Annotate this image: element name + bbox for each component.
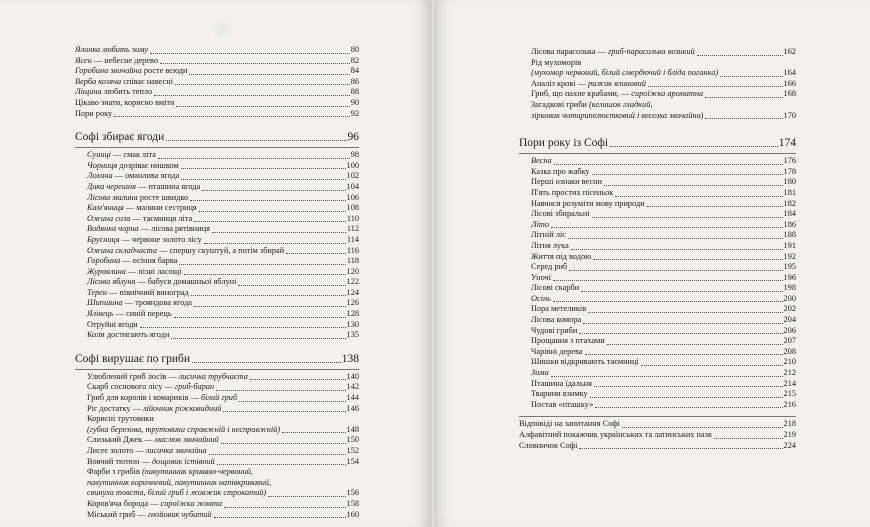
entry-title: Лисеє золото — лисичка звичайна bbox=[87, 446, 207, 455]
entry-title: Відповіді на запитання Софі bbox=[519, 419, 620, 429]
entry-title: Лохина — оманлива ягода bbox=[87, 171, 180, 181]
entry-title: (губка березова, трутовики справжній і несправжній) bbox=[87, 424, 281, 434]
page-number: 146 bbox=[346, 403, 359, 413]
page-number: 140 bbox=[346, 371, 359, 381]
toc-entry-end[interactable] bbox=[519, 68, 796, 79]
dot-leader bbox=[181, 168, 346, 169]
page-number: 126 bbox=[346, 298, 359, 308]
entry-continuation: павутинник коричневий, павутинник напівкривавий, bbox=[87, 477, 272, 487]
page-number: 142 bbox=[346, 382, 359, 392]
dot-leader bbox=[158, 158, 350, 159]
dot-leader bbox=[604, 185, 783, 186]
page-number: 108 bbox=[346, 203, 359, 213]
dot-leader bbox=[223, 411, 345, 412]
toc-entry[interactable] bbox=[75, 510, 359, 521]
dot-leader bbox=[282, 432, 345, 433]
page-number: 192 bbox=[783, 251, 796, 261]
toc-entry[interactable] bbox=[75, 288, 359, 299]
dot-leader bbox=[610, 146, 778, 147]
dot-leader bbox=[568, 238, 783, 239]
dot-leader bbox=[224, 507, 345, 508]
dot-leader bbox=[551, 376, 783, 377]
toc-entry[interactable] bbox=[519, 304, 796, 315]
dot-leader bbox=[209, 454, 346, 455]
dot-leader bbox=[189, 74, 349, 75]
page-number: 124 bbox=[346, 287, 359, 297]
entry-title: Софі вирушає по гриби bbox=[75, 352, 191, 365]
toc-entry[interactable] bbox=[75, 267, 359, 278]
entry-title: Скарб соснового лісу — гриб-баран bbox=[87, 382, 215, 392]
page-number: 195 bbox=[783, 262, 796, 272]
toc-entry[interactable] bbox=[519, 441, 796, 452]
toc-entry[interactable] bbox=[75, 404, 359, 415]
entry-title: Горобина звичайна росте всюди bbox=[75, 66, 188, 76]
dot-leader bbox=[697, 55, 783, 56]
section-heading[interactable] bbox=[75, 353, 359, 366]
page-number: 178 bbox=[783, 166, 796, 176]
page-number: 166 bbox=[783, 78, 796, 88]
toc-entry[interactable] bbox=[75, 98, 359, 109]
toc-entry[interactable] bbox=[519, 230, 796, 241]
toc-entry[interactable] bbox=[75, 382, 359, 393]
entry-title: Ожина складчаста — спершу скуштуй, а потім збирай bbox=[87, 245, 285, 255]
page-number: 208 bbox=[783, 346, 796, 356]
page-number: 186 bbox=[783, 219, 796, 229]
entry-title: Міський гриб — гнойовик чубатий bbox=[87, 509, 212, 519]
entry-title: Чарівні дерева bbox=[531, 346, 583, 356]
entry-title: Уночі bbox=[531, 272, 551, 282]
dot-leader bbox=[212, 232, 346, 233]
toc-entry[interactable] bbox=[75, 457, 359, 468]
entry-title: Пори року bbox=[75, 108, 113, 118]
dot-leader bbox=[191, 295, 346, 296]
dot-leader bbox=[553, 301, 783, 302]
page-number: 182 bbox=[783, 198, 796, 208]
entry-title: Аналіз крові — рижик ялиновий bbox=[531, 78, 646, 88]
dot-leader bbox=[154, 95, 349, 96]
dot-leader bbox=[592, 217, 783, 218]
entry-title: Лісова парасолька — гриб-парасолька великий bbox=[531, 47, 695, 56]
toc-entry[interactable] bbox=[519, 368, 796, 379]
toc-entry[interactable] bbox=[519, 430, 796, 441]
dot-leader bbox=[583, 323, 782, 324]
toc-entry[interactable] bbox=[519, 252, 796, 263]
dot-leader bbox=[585, 354, 783, 355]
dot-leader bbox=[554, 164, 783, 165]
dot-leader bbox=[648, 86, 783, 87]
entry-title: Горобина — осіння барва bbox=[87, 256, 178, 266]
toc-entry[interactable] bbox=[75, 77, 359, 88]
entry-title: Ріг достатку — лійочник ріжковидний bbox=[87, 403, 222, 413]
page-number: 100 bbox=[346, 160, 359, 170]
page-number: 164 bbox=[783, 68, 796, 78]
toc-entry[interactable] bbox=[519, 177, 796, 188]
toc-entry[interactable] bbox=[75, 256, 359, 267]
dot-leader bbox=[239, 401, 345, 402]
toc-entry[interactable] bbox=[519, 294, 796, 305]
entry-title: Гриб для королів і комариків — білий гриб bbox=[87, 393, 238, 403]
toc-entry[interactable] bbox=[75, 372, 359, 383]
dot-leader bbox=[204, 243, 346, 244]
page-number: 152 bbox=[346, 446, 359, 455]
page-number: 135 bbox=[346, 330, 359, 340]
page-number: 224 bbox=[783, 440, 796, 450]
entry-title: Ліщина любить тепло bbox=[75, 87, 153, 97]
page-number: 88 bbox=[350, 87, 359, 97]
entry-title: Казка про жабку bbox=[531, 166, 590, 176]
entry-title: Ялівець — синій перець bbox=[87, 309, 172, 319]
toc-entry[interactable] bbox=[75, 277, 359, 288]
dot-leader bbox=[594, 386, 783, 387]
page-number: 180 bbox=[783, 177, 796, 187]
page-number: 156 bbox=[346, 488, 359, 498]
toc-entry[interactable] bbox=[75, 150, 359, 161]
dot-leader bbox=[615, 196, 782, 197]
entry-title: Гриб, що пахне крабами, — сироїжка ароматна bbox=[531, 89, 704, 99]
toc-entry[interactable] bbox=[75, 193, 359, 204]
toc-entry[interactable] bbox=[75, 499, 359, 510]
toc-entry[interactable] bbox=[75, 171, 359, 182]
page-number: 214 bbox=[783, 378, 796, 388]
dot-leader bbox=[579, 333, 782, 334]
entry-title: Весна bbox=[531, 156, 552, 166]
entry-title: Словничок Софі bbox=[519, 440, 578, 450]
page-number: 210 bbox=[783, 357, 796, 367]
page-number: 98 bbox=[350, 150, 359, 160]
dot-leader bbox=[581, 291, 782, 292]
entry-title: Чудові гриби bbox=[531, 325, 578, 335]
entry-title: Журавлина — пізні ласощі bbox=[87, 266, 182, 276]
page-number: 176 bbox=[783, 156, 796, 166]
toc-entry[interactable] bbox=[519, 262, 796, 273]
entry-title: Літня лука bbox=[531, 240, 569, 250]
page-number: 188 bbox=[783, 230, 796, 240]
section-rule bbox=[75, 369, 359, 370]
toc-entry-end[interactable] bbox=[519, 111, 796, 122]
entry-title: Лісова яблуня — бабуся домашньої яблуні bbox=[87, 277, 237, 287]
page-number: 202 bbox=[783, 304, 796, 314]
dot-leader bbox=[214, 517, 346, 518]
page-number: 116 bbox=[346, 245, 359, 255]
toc-entry[interactable] bbox=[75, 87, 359, 98]
entry-title: Дика черешня — пташина ягода bbox=[87, 181, 201, 191]
page-number: 168 bbox=[783, 89, 796, 99]
entry-title: Літній ліс bbox=[531, 230, 566, 240]
toc-entry[interactable] bbox=[75, 161, 359, 172]
toc-entry[interactable] bbox=[519, 241, 796, 252]
dot-leader bbox=[553, 280, 783, 281]
toc-entry[interactable] bbox=[519, 357, 796, 368]
toc-entry[interactable]: Фарби з грибів (павутинник криваво-червоний, bbox=[87, 467, 253, 477]
page-number: 200 bbox=[783, 293, 796, 303]
entry-title: Чорниця дозріває нишком bbox=[87, 160, 179, 170]
page-number: 84 bbox=[350, 66, 359, 76]
toc-entry[interactable] bbox=[519, 79, 796, 90]
entry-title: Слизький Джек — маслюк звичайний bbox=[87, 435, 219, 445]
toc-entry[interactable] bbox=[519, 336, 796, 347]
entry-title: Навчися розуміти мову природи bbox=[531, 198, 645, 208]
dot-leader bbox=[184, 274, 346, 275]
toc-entry[interactable] bbox=[75, 393, 359, 404]
page-number: 215 bbox=[783, 389, 796, 399]
entry-title: Ялинка любить зиму bbox=[75, 45, 149, 54]
entry-title: Постав «пташку» bbox=[531, 399, 594, 409]
toc-entry[interactable] bbox=[519, 209, 796, 220]
dot-leader bbox=[622, 427, 783, 428]
dot-leader bbox=[221, 443, 346, 444]
dot-leader bbox=[181, 179, 345, 180]
toc-entry[interactable] bbox=[75, 298, 359, 309]
entry-title: Брусниця — червоне золото лісу bbox=[87, 234, 202, 244]
toc-entry[interactable] bbox=[519, 89, 796, 100]
toc-entry[interactable] bbox=[75, 435, 359, 446]
dot-leader bbox=[194, 221, 346, 222]
page-number: 106 bbox=[346, 192, 359, 202]
entry-title: Суниці — смак літа bbox=[87, 150, 156, 160]
page-number: 130 bbox=[346, 319, 359, 329]
dot-leader bbox=[590, 397, 783, 398]
entry-title: Літо bbox=[531, 219, 550, 229]
page-number: 162 bbox=[783, 47, 796, 56]
right-page bbox=[434, 0, 870, 527]
page-number: 212 bbox=[783, 368, 796, 378]
page-number: 144 bbox=[346, 393, 359, 403]
entry-title: Софі збирає ягоди bbox=[75, 131, 165, 144]
toc-entry[interactable] bbox=[75, 45, 359, 56]
left-page bbox=[0, 0, 432, 527]
entry-title: Терен — північний виноград bbox=[87, 287, 189, 297]
toc-entry[interactable] bbox=[75, 203, 359, 214]
page-number: 122 bbox=[346, 277, 359, 287]
entry-title: Життя під водою bbox=[531, 251, 592, 261]
entry-title: Водянка чорна — лісова рятівниця bbox=[87, 224, 210, 234]
toc-entry[interactable] bbox=[75, 446, 359, 457]
dot-leader bbox=[238, 285, 345, 286]
section-heading[interactable] bbox=[519, 137, 796, 150]
toc-entry[interactable] bbox=[75, 246, 359, 257]
entry-title: Лісові збиральні bbox=[531, 209, 590, 219]
page-number: 104 bbox=[346, 181, 359, 191]
entry-title: Ясен — небесне дерево bbox=[75, 55, 159, 65]
dot-leader bbox=[705, 118, 782, 119]
page-number: 128 bbox=[346, 309, 359, 319]
entry-title: Пташина їдальня bbox=[531, 378, 592, 388]
entry-title: Лісова комора bbox=[531, 315, 582, 325]
toc-entry[interactable] bbox=[519, 389, 796, 400]
left-toc-column bbox=[75, 45, 359, 520]
toc-entry[interactable] bbox=[519, 419, 796, 430]
page-number: 82 bbox=[350, 55, 359, 65]
dot-leader bbox=[190, 200, 345, 201]
entry-title: Тварини взимку bbox=[531, 389, 588, 399]
toc-entry[interactable]: Загадкові гриби (келишок гладкий, bbox=[531, 99, 653, 109]
toc-entry[interactable] bbox=[519, 400, 796, 411]
entry-title: Коров'яча борода — сироїжка жовта bbox=[87, 498, 223, 508]
toc-entry[interactable] bbox=[519, 326, 796, 337]
page-number: 110 bbox=[346, 213, 359, 223]
toc-entry[interactable] bbox=[519, 167, 796, 178]
dot-leader bbox=[595, 407, 782, 408]
entry-title: Пори року із Софі bbox=[519, 137, 609, 150]
dot-leader bbox=[551, 227, 782, 228]
entry-title: Серед риб bbox=[531, 262, 568, 272]
dot-leader bbox=[179, 264, 346, 265]
toc-entry[interactable] bbox=[519, 47, 796, 58]
page-number: 206 bbox=[783, 325, 796, 335]
page-number: 204 bbox=[783, 315, 796, 325]
entry-title: Лісові скарби bbox=[531, 283, 580, 293]
dot-leader bbox=[175, 84, 350, 85]
dot-leader bbox=[216, 390, 345, 391]
toc-entry[interactable] bbox=[75, 309, 359, 320]
dot-leader bbox=[160, 63, 350, 64]
page-number: 154 bbox=[346, 456, 359, 466]
toc-entry[interactable]: Корисні трутовики bbox=[87, 414, 154, 424]
dot-leader bbox=[569, 270, 782, 271]
toc-entry[interactable] bbox=[519, 315, 796, 326]
entry-title: Осінь bbox=[531, 293, 551, 303]
entry-title: зірковик чотирипелюстковий і веселка звичайна) bbox=[531, 110, 704, 120]
dot-leader bbox=[174, 317, 346, 318]
page-number: 181 bbox=[783, 187, 796, 197]
page-number: 218 bbox=[783, 419, 796, 429]
section-rule bbox=[519, 153, 796, 154]
toc-entry[interactable] bbox=[519, 273, 796, 284]
entry-title: (мухомор червоний, білий смердючий і блідa поганка) bbox=[531, 68, 719, 78]
page-number: 80 bbox=[350, 45, 359, 54]
entry-title: Шипшина — трояндова ягода bbox=[87, 298, 192, 308]
toc-entry[interactable] bbox=[75, 330, 359, 341]
dot-leader bbox=[641, 365, 783, 366]
page-number: 118 bbox=[346, 256, 359, 266]
page-number: 138 bbox=[341, 352, 359, 365]
entry-title: Улюблений гриб лосів — лисичка трубчаста bbox=[87, 371, 248, 381]
entry-title: Лісова малина росте швидко bbox=[87, 192, 189, 202]
toc-entry[interactable] bbox=[519, 156, 796, 167]
page-number: 96 bbox=[347, 131, 359, 144]
toc-entry[interactable] bbox=[75, 214, 359, 225]
page-number: 216 bbox=[783, 399, 796, 409]
page-number: 114 bbox=[346, 234, 359, 244]
dot-leader bbox=[579, 448, 782, 449]
dot-leader bbox=[286, 253, 346, 254]
dot-leader bbox=[250, 379, 346, 380]
toc-entry[interactable] bbox=[75, 320, 359, 331]
page-number: 150 bbox=[346, 435, 359, 445]
entry-title: Кам'яниця — малини сестриця bbox=[87, 203, 197, 213]
section-rule bbox=[75, 147, 359, 148]
page-number: 219 bbox=[783, 430, 796, 439]
toc-entry[interactable] bbox=[519, 188, 796, 199]
toc-entry[interactable] bbox=[519, 283, 796, 294]
page-number: 120 bbox=[346, 266, 359, 276]
dot-leader bbox=[593, 259, 782, 260]
toc-entry[interactable] bbox=[75, 109, 359, 120]
entry-title: Пора метеликів bbox=[531, 304, 587, 314]
page-number: 207 bbox=[783, 336, 796, 346]
page-number: 102 bbox=[346, 171, 359, 181]
dot-leader bbox=[140, 327, 346, 328]
dot-leader bbox=[217, 464, 346, 465]
page-smudge bbox=[212, 15, 234, 43]
page-number: 92 bbox=[350, 108, 359, 118]
toc-entry[interactable] bbox=[75, 182, 359, 193]
section-heading[interactable] bbox=[75, 131, 359, 144]
page-number: 174 bbox=[778, 137, 796, 150]
toc-entry[interactable] bbox=[75, 56, 359, 67]
page-number: 184 bbox=[783, 209, 796, 219]
dot-leader bbox=[714, 438, 783, 439]
page-number: 196 bbox=[783, 272, 796, 282]
entry-title: Вовчий тютюн — дощовик їстівний bbox=[87, 456, 215, 466]
toc-entry[interactable] bbox=[75, 235, 359, 246]
page-number: 90 bbox=[350, 97, 359, 107]
dot-leader bbox=[647, 206, 783, 207]
dot-leader bbox=[194, 306, 346, 307]
toc-entry[interactable] bbox=[519, 347, 796, 358]
dot-leader bbox=[705, 97, 782, 98]
dot-leader bbox=[166, 140, 346, 141]
dot-leader bbox=[202, 190, 345, 191]
dot-leader bbox=[588, 312, 782, 313]
toc-entry[interactable] bbox=[519, 199, 796, 210]
entry-title: П'ять простих пісеньок bbox=[531, 187, 614, 197]
entry-title: Коли достигають ягоди bbox=[87, 330, 170, 340]
toc-entry[interactable] bbox=[75, 66, 359, 77]
dot-leader bbox=[607, 344, 783, 345]
entry-title: свинуха товста, білий гриб і жовжик строкатий) bbox=[87, 488, 267, 498]
dot-leader bbox=[176, 106, 349, 107]
page-number: 191 bbox=[783, 240, 796, 250]
page-number: 86 bbox=[350, 76, 359, 86]
entry-title: Ожина сиза — таємниця літа bbox=[87, 213, 193, 223]
entry-title: Отруйні ягоди bbox=[87, 319, 138, 329]
dot-leader bbox=[592, 174, 783, 175]
entry-title: Алфавітний покажчик українських та латинських назв bbox=[519, 430, 712, 439]
toc-entry[interactable] bbox=[519, 220, 796, 231]
page-number: 158 bbox=[346, 498, 359, 508]
page-number: 198 bbox=[783, 283, 796, 293]
entry-title: Перші ознаки весни bbox=[531, 177, 603, 187]
dot-leader bbox=[192, 362, 341, 363]
toc-entry[interactable] bbox=[75, 224, 359, 235]
entry-title: Зима bbox=[531, 368, 549, 378]
entry-title: Шишки відкривають таємниці bbox=[531, 357, 639, 367]
dot-leader bbox=[199, 211, 346, 212]
dot-leader bbox=[171, 338, 345, 339]
entry-title: Цікаво знати, корисно вміти bbox=[75, 97, 175, 107]
entry-title: Верба козяча співає навесні bbox=[75, 76, 174, 86]
dot-leader bbox=[571, 249, 783, 250]
page-number: 170 bbox=[783, 110, 796, 120]
page-number: 112 bbox=[346, 224, 359, 234]
dot-leader bbox=[150, 53, 350, 54]
dot-leader bbox=[720, 76, 782, 77]
dot-leader bbox=[268, 496, 345, 497]
page-number: 160 bbox=[346, 509, 359, 519]
right-toc-column bbox=[519, 47, 796, 451]
page-number: 148 bbox=[346, 424, 359, 434]
toc-entry[interactable]: Рід мухоморів bbox=[531, 57, 582, 67]
dot-leader bbox=[114, 116, 350, 117]
entry-title: Прощання з птахами bbox=[531, 336, 605, 346]
toc-entry-end[interactable] bbox=[75, 488, 359, 499]
section-rule bbox=[519, 416, 796, 417]
toc-entry[interactable] bbox=[519, 379, 796, 390]
toc-entry-end[interactable] bbox=[75, 425, 359, 436]
